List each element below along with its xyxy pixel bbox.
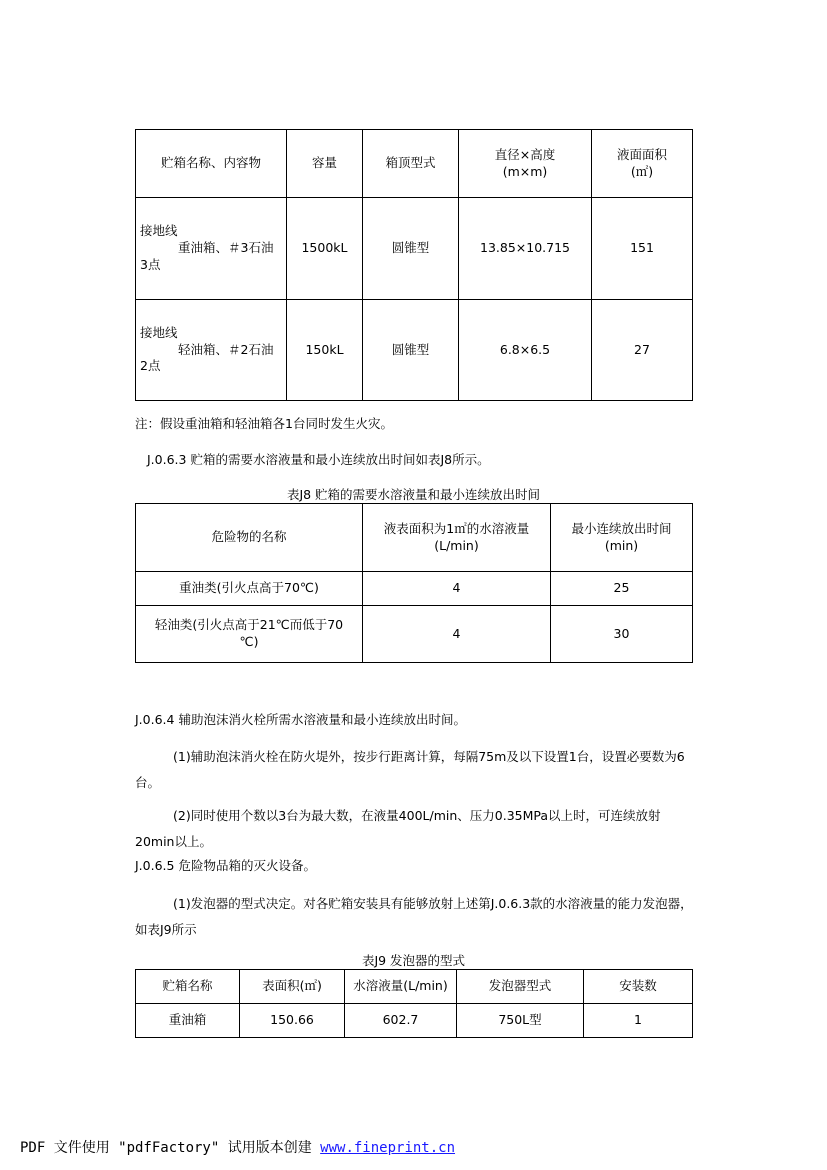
tank-name-line: 接地线 bbox=[140, 223, 178, 239]
table-row bbox=[136, 198, 693, 300]
time-cell: 25 bbox=[551, 572, 693, 606]
amount-cell: 4 bbox=[363, 606, 551, 663]
header-cell: 贮箱名称、内容物 bbox=[136, 130, 287, 198]
table-header-row bbox=[136, 970, 693, 1004]
material-line: ℃) bbox=[239, 634, 259, 649]
header-cell: 贮箱名称 bbox=[136, 970, 240, 1004]
header-line: 液面面积 bbox=[616, 146, 667, 162]
table-row bbox=[136, 1004, 693, 1038]
header-line: 直径×高度 bbox=[494, 146, 556, 162]
roof-cell: 圆锥型 bbox=[363, 300, 459, 401]
header-cell: 表面积(㎡) bbox=[240, 970, 345, 1004]
header-line: (m×m) bbox=[502, 163, 548, 179]
header-line: 液表面积为1㎡的水溶液量 bbox=[383, 520, 530, 536]
paragraph-3: (1)发泡器的型式决定。对各贮箱安装具有能够放射上述第J.0.6.3款的水溶液量的能力发泡器，如表J9所示 bbox=[135, 896, 693, 937]
tank-name-line: 3点 bbox=[140, 256, 161, 272]
footer-link[interactable]: www.fineprint.cn bbox=[320, 1140, 456, 1156]
tank-table bbox=[135, 129, 693, 401]
area-cell: 27 bbox=[592, 300, 693, 401]
capacity-cell: 1500kL bbox=[287, 198, 363, 300]
table-header-row bbox=[136, 504, 693, 572]
solution-table bbox=[135, 503, 693, 663]
header-line: (㎡) bbox=[630, 163, 654, 179]
table-j9-caption: 表J9 发泡器的型式 bbox=[361, 953, 466, 968]
amount-cell: 4 bbox=[363, 572, 551, 606]
table-header-row bbox=[136, 130, 693, 198]
material-cell bbox=[136, 606, 363, 663]
header-cell: 危险物的名称 bbox=[136, 504, 363, 572]
section-j063: J.0.6.3 贮箱的需要水溶液量和最小连续放出时间如表J8所示。 bbox=[147, 452, 490, 467]
section-j064: J.0.6.4 辅助泡沫消火栓所需水溶液量和最小连续放出时间。 bbox=[135, 712, 466, 727]
amount-cell: 602.7 bbox=[345, 1004, 457, 1038]
dimension-cell: 6.8×6.5 bbox=[459, 300, 592, 401]
type-cell: 750L型 bbox=[457, 1004, 584, 1038]
tank-name-line: 轻油箱、＃2石油 bbox=[178, 341, 274, 357]
header-line: 最小连续放出时间 bbox=[571, 520, 672, 536]
material-line: 轻油类(引火点高于21℃而低于70 bbox=[154, 617, 344, 633]
footer-text: PDF 文件使用 "pdfFactory" 试用版本创建 bbox=[20, 1140, 321, 1156]
time-cell: 30 bbox=[551, 606, 693, 663]
area-cell: 151 bbox=[592, 198, 693, 300]
paragraph-2: (2)同时使用个数以3台为最大数，在液量400L/min、压力0.35MPa以上时，可连续放射20min以上。 bbox=[135, 808, 661, 849]
table-j8-caption: 表J8 贮箱的需要水溶液量和最小连续放出时间 bbox=[286, 487, 541, 502]
table-note: 注：假设重油箱和轻油箱各1台同时发生火灾。 bbox=[135, 416, 393, 431]
header-cell: 箱顶型式 bbox=[363, 130, 459, 198]
tank-name-line: 接地线 bbox=[140, 324, 178, 340]
header-cell bbox=[592, 130, 693, 198]
header-cell: 容量 bbox=[287, 130, 363, 198]
material-cell: 重油类(引火点高于70℃) bbox=[136, 572, 363, 606]
capacity-cell: 150kL bbox=[287, 300, 363, 401]
tank-name-cell bbox=[136, 198, 287, 300]
table-row bbox=[136, 606, 693, 663]
foam-generator-table bbox=[135, 969, 693, 1038]
roof-cell: 圆锥型 bbox=[363, 198, 459, 300]
pdf-footer bbox=[20, 1137, 455, 1157]
header-line: (min) bbox=[604, 537, 639, 553]
tank-name-cell bbox=[136, 300, 287, 401]
paragraph-1: (1)辅助泡沫消火栓在防火堤外，按步行距离计算，每隔75m及以下设置1台，设置必要数为6台。 bbox=[135, 749, 685, 790]
table-row bbox=[136, 572, 693, 606]
header-cell bbox=[459, 130, 592, 198]
count-cell: 1 bbox=[584, 1004, 693, 1038]
tank-name-line: 2点 bbox=[140, 358, 161, 374]
header-cell: 安装数 bbox=[584, 970, 693, 1004]
tank-name-cell: 重油箱 bbox=[136, 1004, 240, 1038]
area-cell: 150.66 bbox=[240, 1004, 345, 1038]
header-cell: 水溶液量(L/min) bbox=[345, 970, 457, 1004]
table-row bbox=[136, 300, 693, 401]
section-j065: J.0.6.5 危险物品箱的灭火设备。 bbox=[135, 858, 316, 873]
header-line: (L/min) bbox=[434, 537, 479, 553]
header-cell: 发泡器型式 bbox=[457, 970, 584, 1004]
header-cell bbox=[551, 504, 693, 572]
header-cell bbox=[363, 504, 551, 572]
dimension-cell: 13.85×10.715 bbox=[459, 198, 592, 300]
tank-name-line: 重油箱、＃3石油 bbox=[178, 240, 274, 256]
